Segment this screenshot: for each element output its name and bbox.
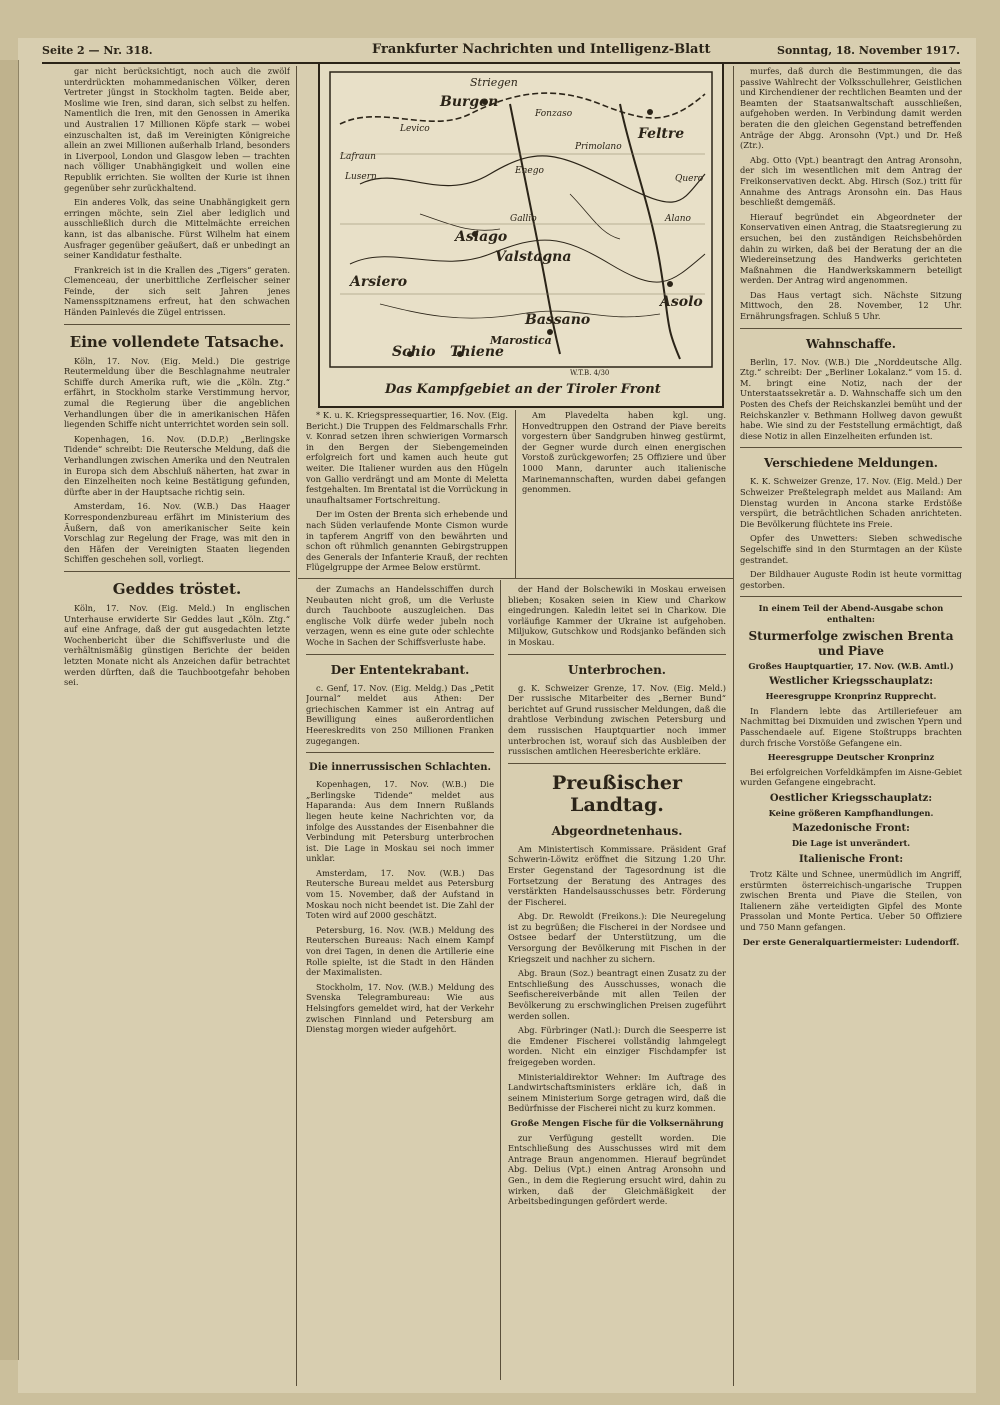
article-paragraph: zur Verfügung gestellt worden. Die Entschließung des Ausschusses wird mit dem Antrage Braun angenommen. Hierauf begründet Abg. Delius (Vpt.) einen Antrag Aronsohn und Gen., in dem die Regierung ersucht wird, dahin zu wirken, daß der Gleichmäßigkeit der Arbeitsbedingungen gefördert werde. [508,1132,726,1207]
article-paragraph: Frankreich ist in die Krallen des „Tigers“ geraten. Clemenceau, der unerbittliche Zerfleischer seiner Feinde, der sich seit Jahren jenes Namensspitznamens erfreut, hat den schwachen Händen Painlevés die Zügel entrissen. [64,264,290,318]
issue-date: Sonntag, 18. November 1917. [777,44,960,57]
signature-ludendorff: Der erste Generalquartiermeister: Ludendorff. [742,936,960,947]
column-5 [740,66,962,1386]
map-label-feltre: Feltre [638,126,685,142]
article-paragraph: gar nicht berücksichtigt, noch auch die zwölf unterdrückten mohammedanischen Völker, deren Vertreter jüngst in Stockholm tagten. Beide aber, Moslime wie Iren, sind daran, sich selbst zu helfen. Namentlich die Iren, mit den Genossen in Amerika und Australien 17 Millionen Köpfe stark — wobei einzuschalten ist, daß im Vereinigten Königreiche allein an zwei Millionen außerhalb Irland, besonders in Liverpool, London und Glasgow leben — trachten nach völliger Unabhängigkeit und wollen eine Republik errichten. Sie wollten der Kurie ist ihnen gegenüber sehr zurückhaltend. [64,66,290,193]
headline-russland: Die innerrussischen Schlachten. [309,762,491,774]
headline-oestlicher: Oestlicher Kriegsschauplatz: [769,792,933,804]
article-paragraph: Kopenhagen, 16. Nov. (D.D.P.) „Berlingske Tidende“ schreibt: Die Reutersche Meldung, daß die Verhandlungen zwischen Amerika und den Neutralen in Europa sich dem Abschluß näherten, hat zwar in den Einzelheiten noch keine Bestätigung gefunden, dürfte aber in der Hauptsache richtig sein. [64,433,290,497]
map-drawing [320,64,722,406]
headline-unterbrochen: Unterbrochen. [568,662,666,677]
map-label-lavarone: Lafraun [340,152,376,162]
article-paragraph: Abg. Dr. Rewoldt (Freikons.): Die Neuregelung ist zu begrüßen; die Fischerei in der Nordsee und Ostsee bedarf der Unterstützung, um die Versorgung der Bevölkerung mit Fischen in der Kriegszeit und nachher zu sichern. [508,911,726,964]
article-paragraph: Am Plavedelta haben kgl. ung. Honvedtruppen den Ostrand der Piave bereits vorgestern über Sandgruben hinweg gestürmt, der Gegner wurde durch einen energischen Vorstoß zurückgeworfen; 25 Offiziere und über 1000 Mann, darunter auch italienische Marinemannschaften, wurden dabei gefangen genommen. [522,410,726,495]
map-tyrolean-front [318,62,724,408]
divider [306,654,494,655]
adjacent-page-edge [0,60,19,1360]
map-label-enego: Enego [515,166,544,176]
column-rule [515,410,516,578]
article-paragraph: Trotz Kälte und Schnee, unermüdlich im Angriff, erstürmten österreichisch-ungarische Truppen zwischen Brenta und Piave die Steilen, von Italienern zähe verteidigten Gipfel des Monte Prassolan und Monte Pertica. Ueber 50 Offiziere und 750 Mann gefangen. [740,869,962,933]
divider [508,763,726,764]
article-paragraph: c. Genf, 17. Nov. (Eig. Meldg.) Das „Petit Journal“ meldet aus Athen: Der griechischen Kammer ist ein Antrag auf Bewilligung eines außerordentlichen Heereskredits von 250 Millionen Franken zugegangen. [306,682,494,746]
headline-sturmerfolge: Sturmerfolge zwischen Brenta und Piave [748,628,954,658]
article-paragraph: Das Haus vertagt sich. Nächste Sitzung Mittwoch, den 28. November, 12 Uhr. Ernährungsfragen. Schluß 5 Uhr. [740,289,962,322]
article-paragraph: der Zumachs an Handelsschiffen durch Neubauten nicht groß, um die Verluste durch Tauchboote auszugleichen. Das englische Volk dürfe weder jubeln noch verzagen, wenn es eine gute oder schlechte Woche in Sachen der Schiffsverluste habe. [306,584,494,647]
map-label-lusern: Lusern [345,172,377,182]
headline-entente: Der Ententekrabant. [330,662,470,677]
map-label-primolano: Primolano [575,142,622,152]
notice-abend-ausgabe: In einem Teil der Abend-Ausgabe schon enthalten: [758,603,944,624]
article-paragraph: Am Ministertisch Kommissare. Präsident Graf Schwerin-Löwitz eröffnet die Sitzung 1.20 Uhr. Erster Gegenstand der Tagesordnung ist die Fortsetzung der Beratung des Antrages des verstärkten Handelsausschusses betr. Förderung der Fischerei. [508,843,726,907]
divider [64,571,290,572]
headline-mazedonische: Mazedonische Front: [792,823,910,835]
headline-italienische: Italienische Front: [798,854,904,866]
map-label-valstagna: Valstagna [495,249,572,265]
article-paragraph: Bei erfolgreichen Vorfeldkämpfen im Aisne-Gebiet wurden Gefangene eingebracht. [740,766,962,788]
map-caption: Das Kampfgebiet an der Tiroler Front [385,382,661,397]
map-label-bassano: Bassano [525,312,591,328]
column-4 [508,584,726,1384]
column-2b [522,410,726,575]
article-paragraph: Berlin, 17. Nov. (W.B.) Die „Norddeutsche Allg. Ztg.“ schreibt: Der „Berliner Lokalanz.“ vom 15. d. M. bringt eine Notiz, nach der der Unterstaatssekretär a. D. Wahnschaffe sich um den Posten des Chefs der Reichskanzlei bemüht und der Reichskanzler v. Bethmann Hollweg davon gewußt habe. Wie sind zu der Feststellung ermächtigt, daß diese Notiz in allen Einzelheiten erfunden ist. [740,356,962,441]
article-paragraph: Amsterdam, 17. Nov. (W.B.) Das Reutersche Bureau meldet aus Petersburg vom 15. November, daß der Aufstand in Moskau noch nicht beendet ist. Die Zahl der Toten wird auf 2000 geschätzt. [306,867,494,921]
subheadline-abgeordnetenhaus: Abgeordnetenhaus. [551,823,683,838]
article-paragraph: der Hand der Bolschewiki in Moskau erweisen blieben; Kosaken seien in Kiew und Charkow eingedrungen. Kaledin leitet sei in Charkow. Die vorläufige Kammer der Ukraine ist aufgehoben. Miljukow, Gutschkow und Rodsjanko befänden sich in Moskau. [508,584,726,647]
article-paragraph: murfes, daß durch die Bestimmungen, die das passive Wahlrecht der Volksschullehrer, Geistlichen und Kirchendiener der rechtlichen Beamten und der Beamten der Staatsanwaltschaft ausschließen, aufgehoben werden. In Verbindung damit werden beraten die den gleichen Gegenstand betreffenden Anträge der Abgg. Aronsohn (Vpt.) und Dr. Heß (Ztr.). [740,66,962,151]
article-paragraph: Keine größeren Kampfhandlungen. [768,807,934,818]
article-paragraph: Ein anderes Volk, das seine Unabhängigkeit gern erringen möchte, sein Ziel aber lediglich und ausschließlich durch die Mittelmächte erreichen kann, ist das albanische. Fürst Wilhelm hat einem Ausfrager gegenüber geäußert, daß er unbedingt an seiner Kandidatur festhalte. [64,197,290,261]
map-label-schio: Schio [392,344,436,360]
article-paragraph: Amsterdam, 16. Nov. (W.B.) Das Haager Korrespondenzbureau erfährt im Ministerium des Äußern, daß von amerikanischer Seite kein Vorschlag zur Regelung der Frage, was mit den in den Häfen der Vereinigten Staaten liegenden Schiffen geschehen soll, vorliegt. [64,501,290,565]
divider [306,752,494,753]
map-label-fonzaso: Fonzaso [535,109,573,119]
newspaper-title: Frankfurter Nachrichten und Intelligenz-Blatt [372,42,711,57]
map-label-quero: Quero [675,174,704,184]
headline-verschiedene: Verschiedene Meldungen. [764,456,938,471]
article-paragraph: Köln, 17. Nov. (Eig. Meld.) Die gestrige Reutermeldung über die Beschlagnahme neutraler Schiffe durch Amerika ruft, wie die „Köln. Ztg.“ erfährt, in Stockholm starke Verstimmung hervor, zumal die Regierung über die angeblichen Verhandlungen über die in amerikanischen Häfen liegenden Schiffe nicht unterrichtet worden sein soll. [64,355,290,430]
divider [64,324,290,325]
headline-wahnschaffe: Wahnschaffe. [806,336,896,351]
article-paragraph: Abg. Otto (Vpt.) beantragt den Antrag Aronsohn, der sich im wesentlichen mit dem Antrag der Freikonservativen deckt. Abg. Hirsch (Soz.) tritt für Annahme des Antrags Aronsohn ein. Das Haus beschließt demgemäß. [740,154,962,208]
article-paragraph: g. K. Schweizer Grenze, 17. Nov. (Eig. Meld.) Der russische Mitarbeiter des „Berner Bund“ berichtet auf Grund russischer Meldungen, daß die drahtlose Verbindung zwischen Petersburg und dem russischen Hauptquartier noch immer unterbrochen ist, worauf sich das Ausbleiben der russischen amtlichen Heeresberichte erkläre. [508,682,726,757]
article-paragraph: In Flandern lebte das Artilleriefeuer am Nachmittag bei Dixmuiden und zwischen Ypern und Passchendaele auf. Eigene Stoßtrupps brachten durch frische Vorstöße Gefangene ein. [740,705,962,748]
article-paragraph: * K. u. K. Kriegspressequartier, 16. Nov. (Eig. Bericht.) Die Truppen des Feldmarschalls Frhr. v. Konrad setzen ihren schwierigen Vormarsch in den Bergen der Siebengemeinden erfolgreich fort und kamen auch heute gut weiter. Die Italiener wurden aus den Hügeln von Gallio verdrängt und am Monte di Meletta festgehalten. Im Brentatal ist die Vorrückung in unaufhaltsamer Fortschreitung. [306,410,508,505]
divider [740,328,962,329]
headline-tatsache: Eine vollendete Tatsache. [69,332,285,351]
column-rule [500,580,501,1380]
article-paragraph: Stockholm, 17. Nov. (W.B.) Meldung des Svenska Telegrambureau: Wie aus Helsingfors gemeldet wird, hat der Verkehr zwischen Finnland und Petersburg am Dienstag morgen wieder aufgehört. [306,981,494,1035]
column-3 [306,584,494,1384]
article-paragraph: Die Lage ist unverändert. [791,838,911,849]
section-rule [298,578,733,579]
map-label-strigno: Striegen [470,76,518,89]
article-paragraph: Abg. Braun (Soz.) beantragt einen Zusatz zu der Entschließung des Ausschusses, wonach die Seefischereiverbände mit allen Teilen der Bevölkerung zu erschwinglichen Preisen zugeführt werden sollen. [508,968,726,1021]
divider [508,654,726,655]
map-label-marostica: Marostica [490,334,552,347]
subheadline-rupprecht: Heeresgruppe Kronprinz Rupprecht. [765,691,937,702]
map-label-levico: Levico [400,124,430,134]
map-label-alano: Alano [665,214,691,224]
subheadline-kronprinz: Heeresgruppe Deutscher Kronprinz [767,752,935,763]
emphasis-line: Große Mengen Fische für die Volksernährung [510,1117,724,1128]
column-rule [296,66,297,1386]
divider [740,447,962,448]
map-label-arsiero: Arsiero [350,274,408,290]
headline-westlicher: Westlicher Kriegsschauplatz: [769,676,933,688]
article-paragraph: Köln, 17. Nov. (Eig. Meld.) In englischen Unterhause erwiderte Sir Geddes laut „Köln. Ztg.“ auf eine Anfrage, daß der gut ausgedachten letzte Wochenbericht über die Schiffsverluste und die verhältnismäßig günstigen Berichte der beiden letzten Monate nicht als Anzeichen dafür betrachtet werden dürften, daß die Tauchbootgefahr behoben sei. [64,602,290,688]
dateline-hauptquartier: Großes Hauptquartier, 17. Nov. (W.B. Amtl.) [748,660,954,671]
column-rule [733,66,734,1386]
article-paragraph: Opfer des Unwetters: Sieben schwedische Segelschiffe sind in den Sturmtagen an der Küste gestrandet. [740,533,962,565]
divider [740,596,962,597]
map-note: W.T.B. 4/30 [570,369,610,377]
page-number: Seite 2 — Nr. 318. [42,44,153,57]
map-label-gallio: Gallio [510,214,537,224]
article-paragraph: Ministerialdirektor Wehner: Im Auftrage des Landwirtschaftsministers erkläre ich, daß in seinem Ministerium Sorge getragen wird, daß die Bedürfnisse der Fischerei nicht zu kurz kommen. [508,1071,726,1114]
article-paragraph: Kopenhagen, 17. Nov. (W.B.) Die „Berlingske Tidende“ meldet aus Haparanda: Aus dem Innern Rußlands liegen heute keine Nachrichten vor, da infolge des Ausstandes der Eisenbahner die Verbindung mit Petersburg unterbrochen ist. Die Lage in Moskau sei noch immer unklar. [306,779,494,864]
map-label-thiene: Thiene [450,344,504,360]
map-label-borgo: Burgen [440,94,499,110]
article-paragraph: Der Bildhauer Auguste Rodin ist heute vormittag gestorben. [740,569,962,590]
headline-geddes: Geddes tröstet. [112,579,242,598]
headline-landtag: Preußischer Landtag. [551,771,683,816]
article-paragraph: Hierauf begründet ein Abgeordneter der Konservativen einen Antrag, die Staatsregierung zu ersuchen, bei den zuständigen Reichsbehörden dahin zu wirken, daß bei der Beratung der an die Wiedereinsetzung des Handwerks gerichteten Maßnahmen die Handwerkskammern beteiligt werden. Der Antrag wird angenommen. [740,211,962,286]
article-paragraph: K. K. Schweizer Grenze, 17. Nov. (Eig. Meld.) Der Schweizer Preßtelegraph meldet aus Mailand: Am Dienstag wurden in Ancona starke Erdstöße verspürt, die beträchtlichen Schaden anrichteten. Die Bevölkerung flüchtete ins Freie. [740,476,962,529]
map-label-asolo: Asolo [660,294,703,310]
article-paragraph: Petersburg, 16. Nov. (W.B.) Meldung des Reuterschen Bureaus: Nach einem Kampf von drei Tagen, in denen die Artillerie eine Rolle spielte, ist die Stadt in den Händen der Maximalisten. [306,924,494,978]
masthead [42,42,960,64]
article-paragraph: Abg. Fürbringer (Natl.): Durch die Seesperre ist die Emdener Fischerei vollständig lahmgelegt worden. Nicht ein einziger Fischdampfer ist freigegeben worden. [508,1025,726,1067]
column-1 [64,66,290,1386]
column-2 [306,410,508,575]
map-label-asiago: Asiago [455,229,508,245]
article-paragraph: Der im Osten der Brenta sich erhebende und nach Süden verlaufende Monte Cismon wurde in tapferem Angriff von den bewährten und schon oft rühmlich genannten Gebirgstruppen des Generals der Infanterie Krauß, der rechten Flügelgruppe der Armee Below erstürmt. [306,509,508,573]
